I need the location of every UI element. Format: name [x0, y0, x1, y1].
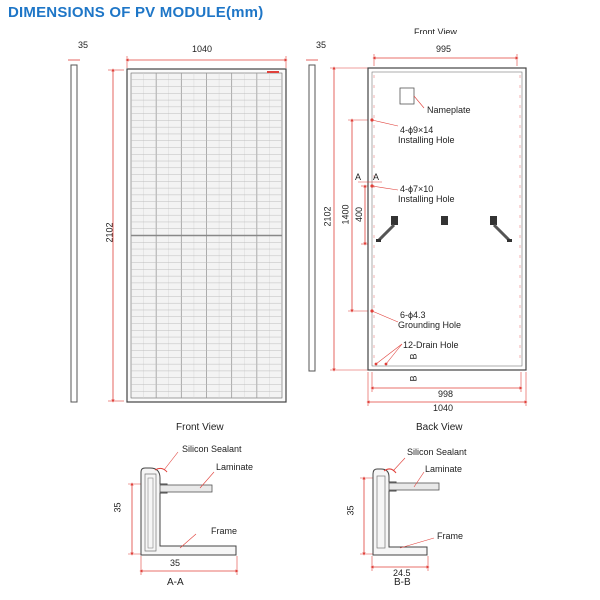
section-bb-height-label: 35: [345, 505, 356, 516]
section-bb-caption: B-B: [394, 577, 411, 588]
section-aa-frame-label: Frame: [211, 526, 238, 536]
back-bottom-inner-width-label: 998: [438, 389, 454, 399]
section-bb-sealant-label: Silicon Sealant: [407, 447, 467, 457]
back-depth-label: 35: [316, 40, 327, 50]
section-bb-width-label: 24.5: [393, 568, 411, 578]
front-width-dimension: [127, 56, 286, 68]
install-hole-2-label: Installing Hole: [398, 194, 455, 204]
ground-hole-spec: 6-ϕ4.3: [400, 310, 426, 320]
back-side-profile: [306, 60, 318, 371]
section-aa-sealant-label: Silicon Sealant: [182, 444, 242, 454]
back-height-total-label: 2102: [322, 206, 333, 227]
back-view-caption: Back View: [416, 422, 463, 433]
section-bb-laminate-label: Laminate: [425, 464, 463, 474]
install-hole-1-label: Installing Hole: [398, 135, 455, 145]
back-height-mid-label: 1400: [340, 204, 351, 225]
ground-hole-label: Grounding Hole: [398, 320, 462, 330]
section-a-right-label: A: [373, 172, 380, 182]
back-height-dimensions: [330, 68, 374, 370]
front-view-caption: Front View: [176, 422, 224, 433]
front-depth-label: 35: [78, 40, 89, 50]
nameplate-label: Nameplate: [427, 105, 471, 115]
back-height-inner-label: 400: [354, 206, 365, 223]
front-side-profile: [68, 60, 80, 402]
front-width-label: 1040: [192, 44, 213, 54]
section-aa-caption: A-A: [167, 577, 184, 588]
front-module-panel: [127, 69, 286, 402]
back-bottom-width-label: 1040: [433, 403, 454, 413]
page-title: DIMENSIONS OF PV MODULE(mm): [8, 4, 264, 21]
section-b-lower-label: B: [408, 375, 419, 382]
section-a-left-label: A: [355, 172, 362, 182]
back-top-width-label: 995: [436, 44, 452, 54]
section-bb-drawing: [360, 458, 439, 571]
back-header-partial-label: Front View: [414, 28, 457, 34]
drain-hole-label: 12-Drain Hole: [403, 340, 459, 350]
back-top-width-dimension: [374, 54, 517, 66]
install-hole-1-spec: 4-ϕ9×14: [400, 125, 434, 135]
section-aa-laminate-label: Laminate: [216, 462, 254, 472]
install-hole-2-spec: 4-ϕ7×10: [400, 184, 434, 194]
front-height-label: 2102: [104, 222, 115, 243]
section-bb-frame-label: Frame: [437, 531, 464, 541]
section-aa-height-label: 35: [112, 502, 123, 513]
section-aa-width-label: 35: [170, 558, 181, 568]
section-b-upper-label: B: [408, 353, 419, 360]
